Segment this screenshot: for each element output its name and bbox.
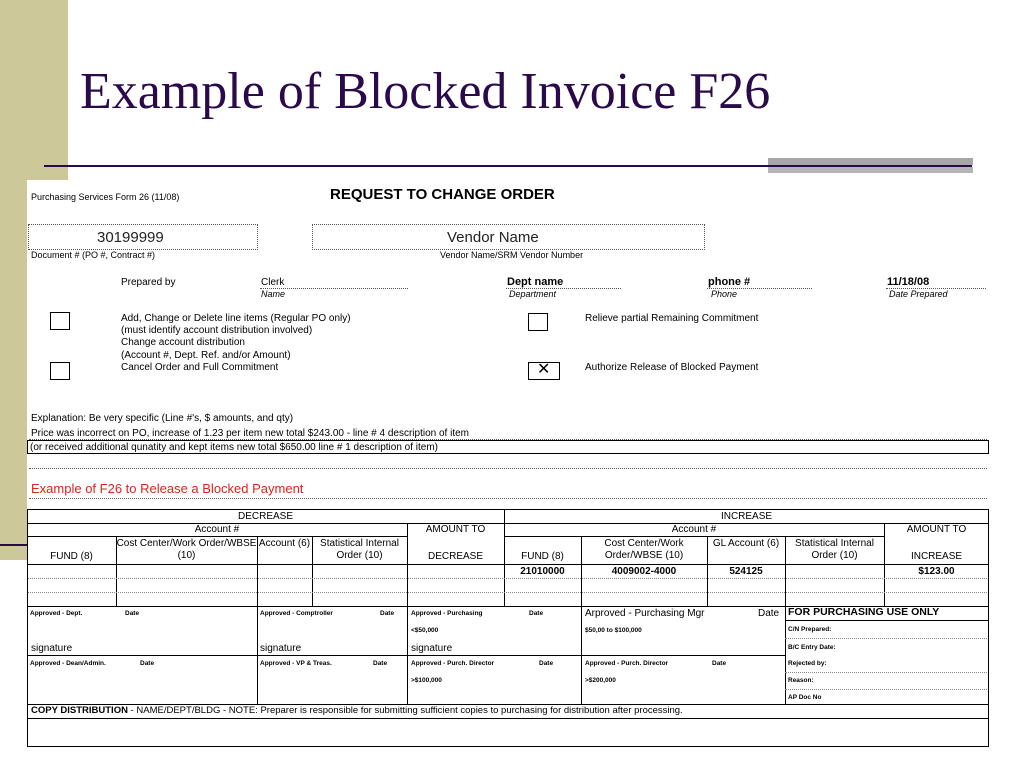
vendor-label: Vendor Name/SRM Vendor Number: [440, 250, 584, 260]
example-caption: Example of F26 to Release a Blocked Payment: [31, 481, 304, 496]
phone-value: phone #: [708, 276, 751, 288]
approval-line: [27, 655, 785, 656]
slide-title: Example of Blocked Invoice F26: [80, 63, 771, 120]
decrease-account-header: Account #: [194, 524, 240, 535]
caption-rule: [29, 498, 987, 499]
option-cancel: Cancel Order and Full Commitment: [121, 362, 279, 373]
purchasing-limit: <$50,000: [411, 627, 439, 634]
table-line: [27, 592, 989, 593]
decrease-cost-center-header: Cost Center/Work Order/WBSE (10): [116, 538, 257, 561]
decrease-statistical-header: Statistical Internal Order (10): [320, 538, 399, 561]
rejected-by-label: Rejected by:: [788, 660, 827, 667]
dept-signature: signature: [31, 643, 73, 654]
approved-purch-director-label: Approved - Purch. Director: [411, 660, 495, 667]
approved-purch-mgr-date: Date: [758, 608, 780, 619]
option-add-line4: (Account #, Dept. Ref. and/or Amount): [121, 350, 291, 361]
decrease-account-col-header: Account (6): [258, 538, 311, 549]
explanation-rule: [29, 468, 987, 469]
date-value: 11/18/08: [887, 276, 930, 288]
dept-value: Dept name: [507, 276, 564, 288]
purchasing-line: [785, 638, 989, 639]
table-line: [27, 564, 989, 565]
purchasing-line: [785, 672, 989, 673]
decrease-amount-to-header: AMOUNT TO: [425, 524, 486, 535]
bc-entry-label: B/C Entry Date:: [788, 644, 836, 651]
decrease-amount-header: DECREASE: [427, 551, 483, 562]
approved-dean-label: Approved - Dean/Admin.: [30, 660, 106, 667]
option-add-line3: Change account distribution: [121, 337, 245, 348]
authorize-release-checkbox[interactable]: [528, 362, 560, 380]
prepared-by-label: Prepared by: [121, 277, 176, 288]
relieve-commitment-checkbox[interactable]: [528, 313, 548, 331]
approved-purch-director2-label: Approved - Purch. Director: [585, 660, 669, 667]
add-change-checkbox[interactable]: [50, 312, 70, 330]
approved-dean-date: Date: [140, 660, 155, 667]
copy-distribution-label: COPY DISTRIBUTION: [31, 705, 128, 716]
reason-label: Reason:: [788, 677, 814, 684]
purchasing-line: [785, 620, 989, 621]
purchasing-signature: signature: [411, 643, 453, 654]
approved-purchasing-date: Date: [529, 610, 544, 617]
decorative-left-rule: [0, 544, 28, 546]
approved-purch-mgr-label: Arproved - Purchasing Mgr: [585, 608, 705, 619]
purch-director-limit: >$100,000: [411, 677, 442, 684]
vendor-name: Vendor Name: [447, 229, 539, 246]
increase-statistical-header: Statistical Internal Order (10): [795, 538, 874, 561]
table-line: [504, 536, 884, 537]
increase-fund-header: FUND (8): [521, 551, 564, 562]
option-authorize: Authorize Release of Blocked Payment: [585, 362, 759, 373]
increase-row-gl: 524125: [729, 566, 763, 577]
table-line: [27, 718, 989, 719]
decrease-header: DECREASE: [237, 511, 293, 522]
form-id: Purchasing Services Form 26 (11/08): [31, 192, 180, 202]
date-label: Date Prepared: [889, 289, 948, 299]
decorative-gray-bar: [768, 158, 973, 165]
form-heading: REQUEST TO CHANGE ORDER: [330, 186, 555, 203]
increase-amount-to-header: AMOUNT TO: [906, 524, 967, 535]
approved-dept-date: Date: [125, 610, 140, 617]
approved-dept-label: Approved - Dept.: [30, 610, 83, 617]
explanation-label: Explanation: Be very specific (Line #'s, $ amounts, and qty): [31, 413, 294, 424]
copy-distribution: [31, 706, 683, 716]
approved-vp-label: Approved - VP & Treas.: [260, 660, 332, 667]
approved-purch-director2-date: Date: [712, 660, 727, 667]
cancel-order-checkbox[interactable]: [50, 362, 70, 380]
purch-director2-limit: >$200,000: [585, 677, 616, 684]
dept-label: Department: [509, 289, 557, 299]
name-value: Clerk: [261, 277, 285, 288]
table-bottom: [27, 746, 989, 747]
increase-cost-center-header: Cost Center/Work Order/WBSE (10): [604, 538, 684, 561]
copy-distribution-text: - NAME/DEPT/BLDG - NOTE: Preparer is responsible for submitting sufficient copies to purchasing for distribution after processing.: [127, 705, 683, 716]
increase-header: INCREASE: [720, 511, 773, 522]
increase-row-fund: 21010000: [520, 566, 565, 577]
comptroller-signature: signature: [260, 643, 302, 654]
increase-row-amount: $123.00: [918, 566, 955, 577]
approved-purch-director-date: Date: [539, 660, 554, 667]
decrease-fund-header: FUND (8): [50, 551, 93, 562]
change-order-form: [27, 180, 989, 748]
option-add-line2: (must identify account distribution involved): [121, 325, 313, 336]
purch-mgr-limit: $50,00 to $100,000: [585, 627, 642, 634]
document-label: Document # (PO #, Contract #): [31, 250, 156, 260]
table-right-border: [988, 509, 989, 746]
purchasing-use-header: FOR PURCHASING USE ONLY: [788, 606, 940, 618]
checkbox-x-mark: ✕: [537, 361, 551, 378]
phone-label: Phone: [711, 289, 738, 299]
increase-amount-header: INCREASE: [910, 551, 963, 562]
increase-gl-header: GL Account (6): [712, 538, 780, 549]
ap-doc-label: AP Doc No: [788, 694, 822, 701]
option-relieve: Relieve partial Remaining Commitment: [585, 313, 759, 324]
decorative-gray-bar: [768, 167, 973, 173]
increase-row-cost-center: 4009002-4000: [611, 566, 677, 577]
table-top-border: [27, 509, 989, 510]
approved-comptroller-label: Approved - Comptroller: [260, 610, 333, 617]
name-label: Name: [261, 289, 286, 299]
table-line: [27, 578, 989, 579]
table-line: [27, 536, 407, 537]
explanation-line1: Price was incorrect on PO, increase of 1.23 per item new total $243.00 - line # 4 description of item: [31, 428, 469, 439]
approved-comptroller-date: Date: [380, 610, 395, 617]
document-number: 30199999: [97, 229, 164, 246]
cn-prepared-label: C/N Prepared:: [788, 626, 832, 633]
explanation-line2: (or received additional qunatity and kept items new total $650.00 line # 1 description of item): [30, 442, 439, 453]
table-left-border: [27, 509, 28, 746]
approved-purchasing-label: Approved - Purchasing: [411, 610, 483, 617]
approved-vp-date: Date: [373, 660, 388, 667]
increase-account-header: Account #: [671, 524, 717, 535]
purchasing-line: [785, 689, 989, 690]
option-add-line1: Add, Change or Delete line items (Regular PO only): [121, 313, 351, 324]
